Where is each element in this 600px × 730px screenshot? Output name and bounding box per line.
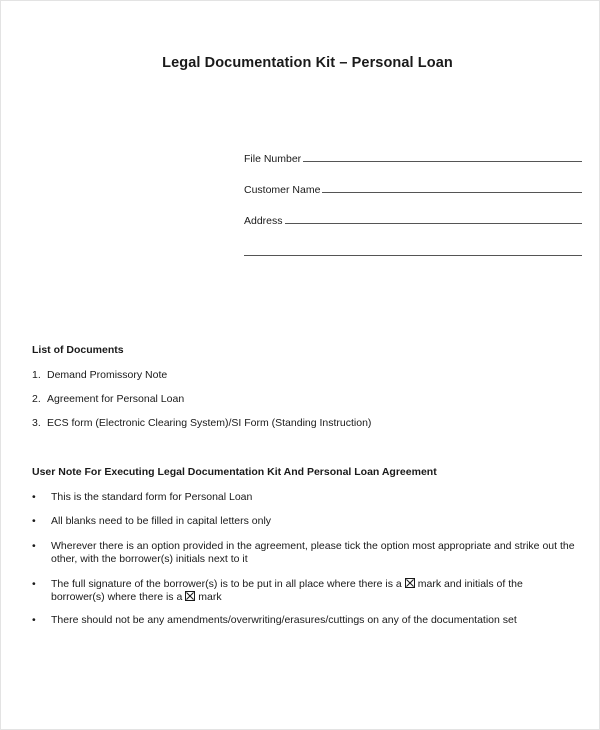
file-number-label: File Number <box>244 153 302 165</box>
file-number-field <box>244 152 582 166</box>
document-item-number: 2. <box>32 393 41 405</box>
crossed-box-icon <box>405 578 415 588</box>
note-item-text: All blanks need to be filled in capital letters only <box>51 515 272 527</box>
note-item <box>32 578 577 603</box>
customer-name-label: Customer Name <box>244 184 321 196</box>
address-line <box>285 214 582 224</box>
document-item <box>32 417 371 429</box>
document-item-text: Agreement for Personal Loan <box>47 393 185 405</box>
note-item <box>32 515 577 528</box>
note-item-text-part: The full signature of the borrower(s) is to be put in all place where there is a <box>51 578 402 590</box>
document-item-number: 3. <box>32 417 41 429</box>
customer-name-line <box>322 183 582 193</box>
bullet-icon: • <box>32 614 36 626</box>
bullet-icon: • <box>32 540 36 552</box>
note-item <box>32 491 577 504</box>
note-item-text: This is the standard form for Personal Loan <box>51 491 253 503</box>
crossed-box-icon <box>185 591 195 601</box>
bullet-icon: • <box>32 491 36 503</box>
document-item-text: ECS form (Electronic Clearing System)/SI Form (Standing Instruction) <box>47 417 372 429</box>
address-continuation-line <box>244 255 582 256</box>
documents-heading: List of Documents <box>32 344 124 356</box>
note-item-text <box>51 578 577 603</box>
address-field <box>244 214 582 228</box>
document-item <box>32 369 167 381</box>
document-item <box>32 393 184 405</box>
note-item <box>32 614 577 627</box>
document-title: Legal Documentation Kit – Personal Loan <box>162 55 453 71</box>
bullet-icon: • <box>32 515 36 527</box>
file-number-line <box>303 152 582 162</box>
customer-name-field <box>244 183 582 197</box>
document-item-number: 1. <box>32 369 41 381</box>
note-item-text: Wherever there is an option provided in the agreement, please tick the option most appropriate and strike out the other, with the borrower(s) initials next to it <box>51 540 575 565</box>
document-item-text: Demand Promissory Note <box>47 369 168 381</box>
address-label: Address <box>244 215 283 227</box>
note-item <box>32 540 577 565</box>
user-note-heading: User Note For Executing Legal Documentation Kit And Personal Loan Agreement <box>32 466 437 478</box>
bullet-icon: • <box>32 578 36 590</box>
note-item-text-part: mark and initials of the borrower(s) where there is a <box>51 578 523 603</box>
note-item-text-part: mark <box>198 590 222 603</box>
note-item-text: There should not be any amendments/overwriting/erasures/cuttings on any of the documentation set <box>51 614 517 626</box>
